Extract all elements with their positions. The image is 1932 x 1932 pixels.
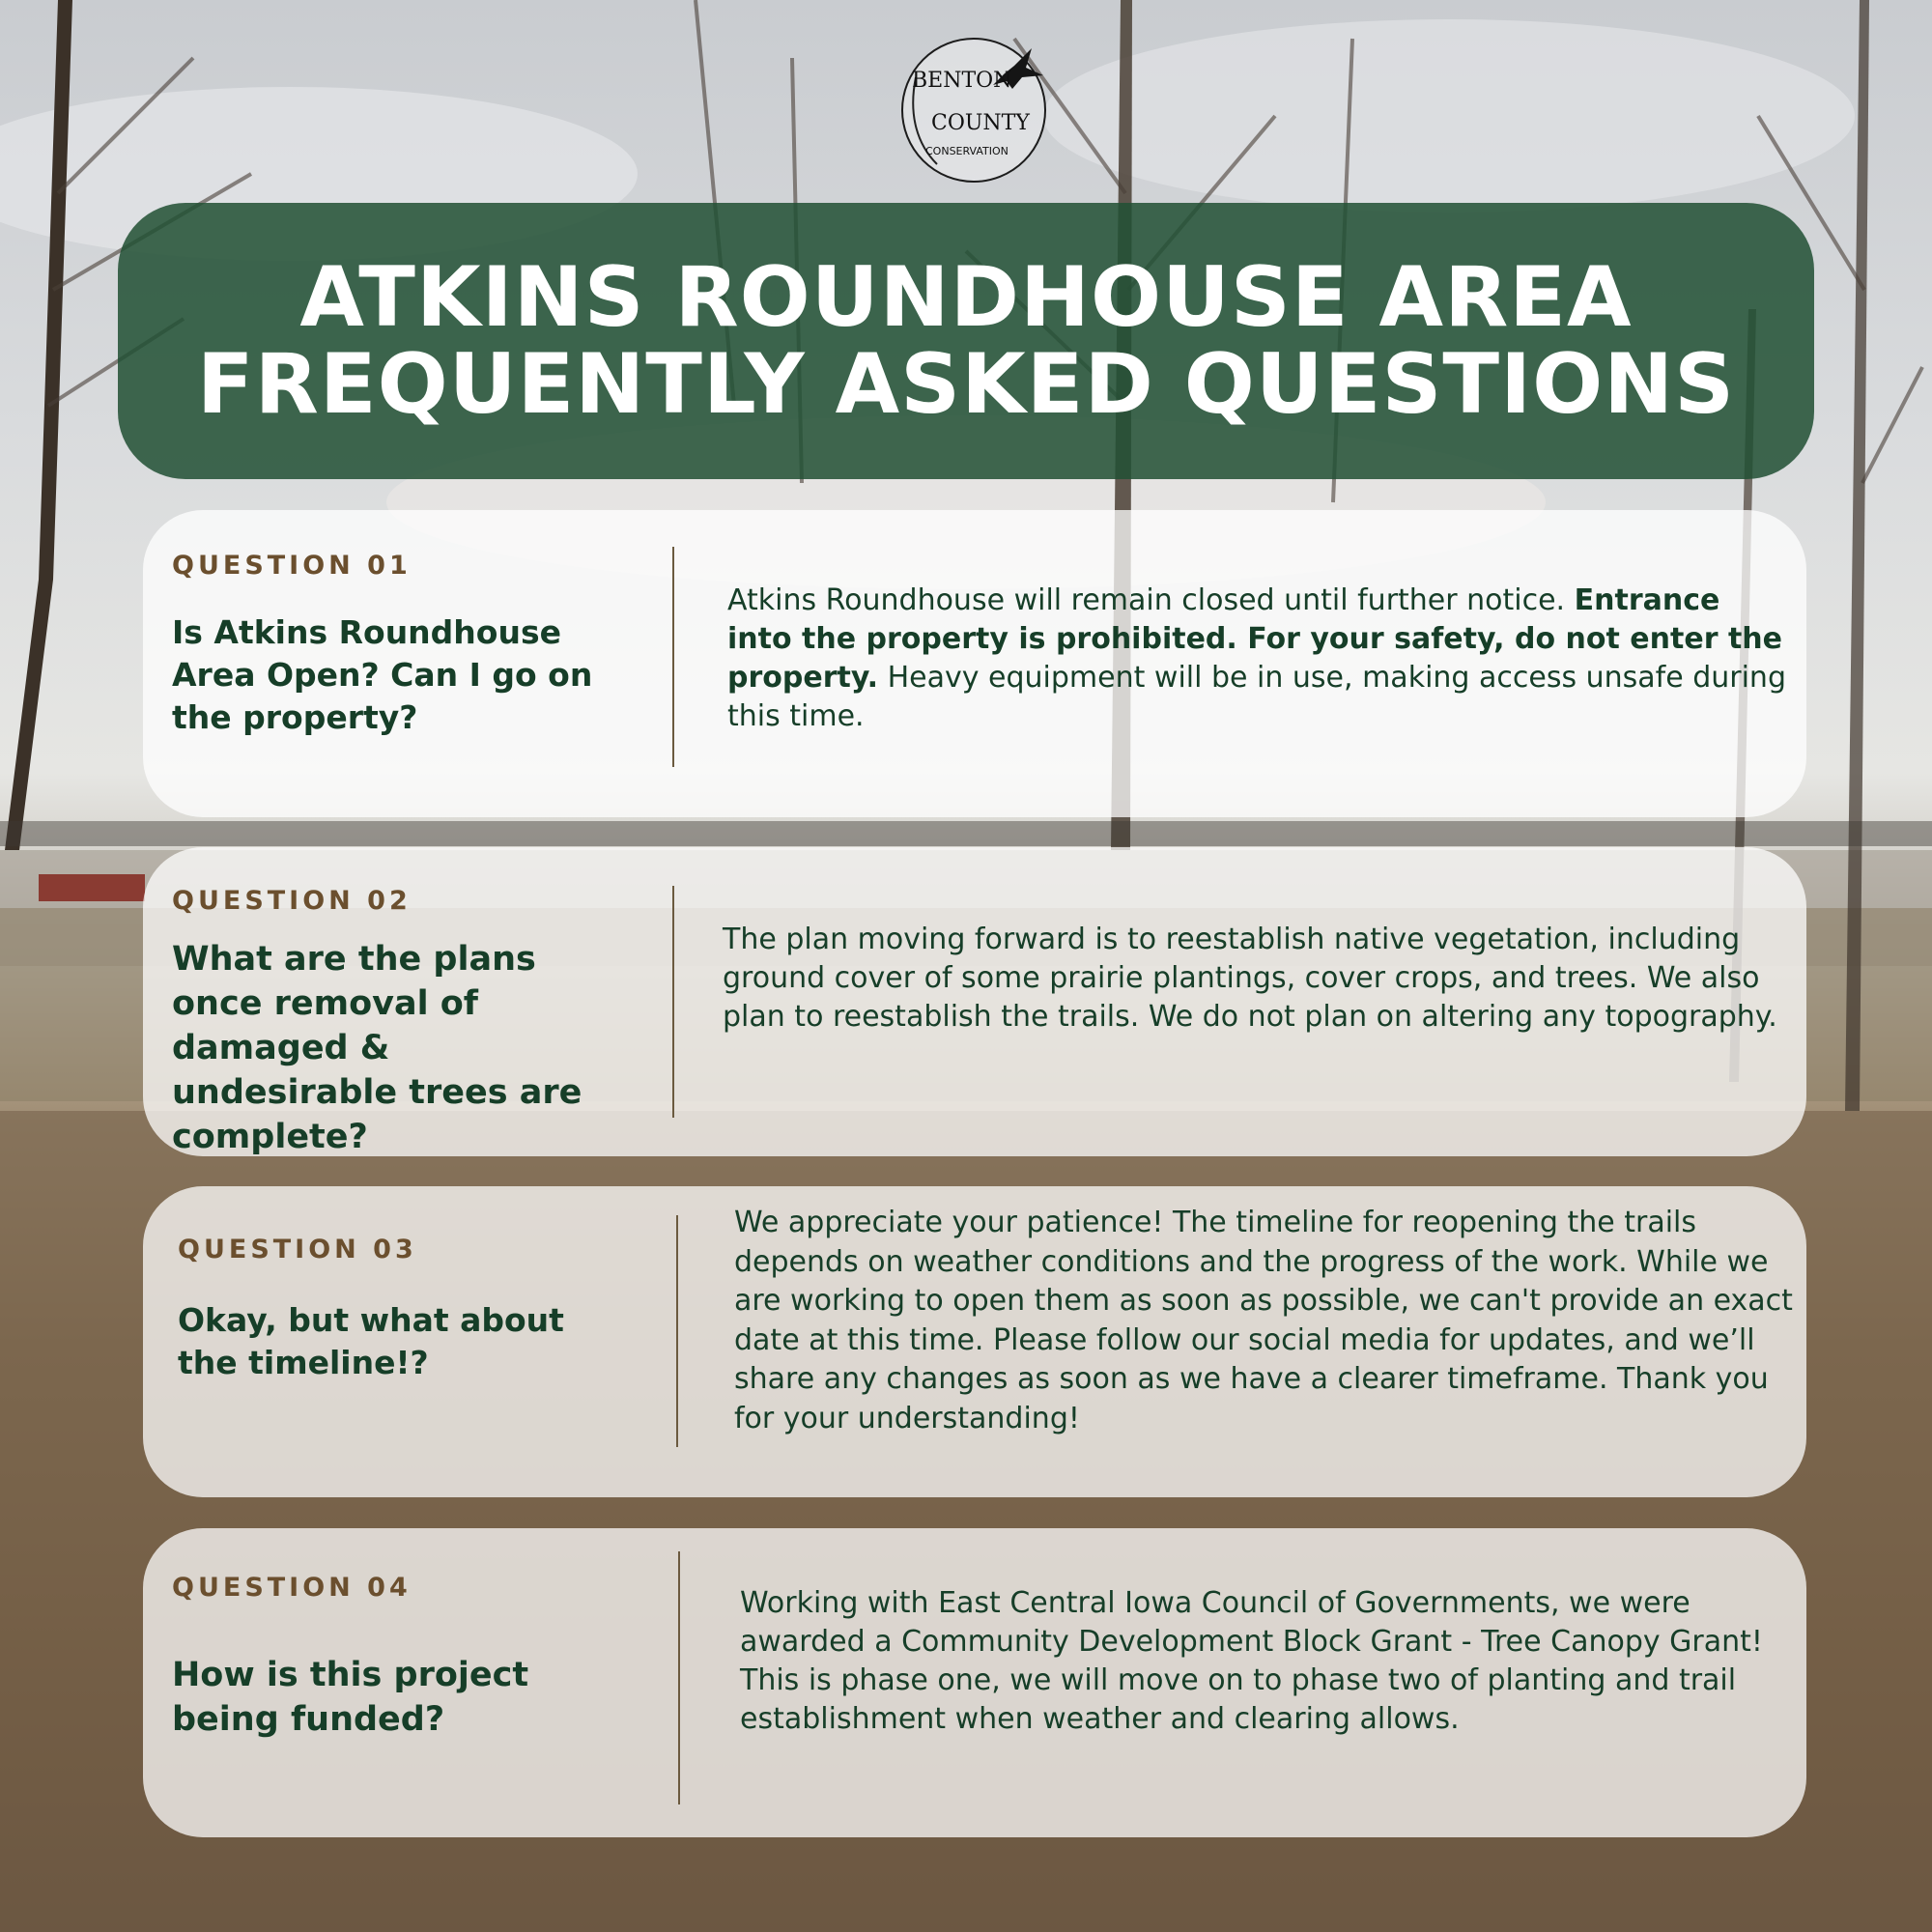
question-text: Okay, but what about the timeline!? — [178, 1301, 564, 1381]
answer-text-intro: Atkins Roundhouse will remain closed until further notice. — [727, 583, 1575, 617]
answer-text-warning: Entrance into the property is prohibited. For your safety, do not enter the property. — [727, 583, 1782, 695]
divider — [678, 1551, 680, 1804]
benton-county-conservation-logo — [898, 29, 1053, 184]
faq-card-4 — [143, 1528, 1806, 1837]
logo-text-benton: BENTON — [912, 69, 1012, 93]
question-text: What are the plans once removal of damaged & undesirable trees are complete? — [172, 940, 582, 1156]
answer-text: We appreciate your patience! The timeline for reopening the trails depends on weather conditions and the progress of the work. While we are working to open them as soon as possible, we can't provide an exact date at this time. Please follow our social media for updates, and we’ll share any changes as soon as we have a clearer timeframe. Thank you for your understanding! — [734, 1206, 1793, 1435]
faq-card-1 — [143, 510, 1806, 817]
title-banner — [118, 203, 1814, 479]
answer-text-details: Heavy equipment will be in use, making access unsafe during this time. — [727, 661, 1786, 733]
page-title-line-1: ATKINS ROUNDHOUSE AREA — [299, 249, 1633, 346]
question-text: Is Atkins Roundhouse Area Open? Can I go on the property? — [172, 613, 593, 736]
faq-card-2 — [143, 847, 1806, 1156]
faq-card-3 — [143, 1186, 1806, 1497]
answer-text — [727, 582, 1790, 736]
question-text: How is this project being funded? — [172, 1656, 529, 1739]
divider — [672, 886, 674, 1118]
answer-text: Working with East Central Iowa Council of Governments, we were awarded a Community Development Block Grant - Tree Canopy Grant! This is phase one, we will move on to phase two of planting and trail establishment when weather and clearing allows. — [740, 1586, 1763, 1736]
divider — [676, 1215, 678, 1447]
question-number: QUESTION 03 — [178, 1235, 417, 1264]
question-number: QUESTION 01 — [172, 551, 412, 581]
answer-text: The plan moving forward is to reestablish native vegetation, including ground cover of some prairie plantings, cover crops, and trees. We also plan to reestablish the trails. We do not plan on altering any topography. — [723, 923, 1777, 1034]
divider — [672, 547, 674, 767]
logo-text-conservation: CONSERVATION — [925, 145, 1009, 157]
question-number: QUESTION 04 — [172, 1573, 412, 1603]
logo-text-county: COUNTY — [931, 111, 1030, 135]
question-number: QUESTION 02 — [172, 886, 412, 916]
page-title-line-2: FREQUENTLY ASKED QUESTIONS — [196, 336, 1736, 433]
